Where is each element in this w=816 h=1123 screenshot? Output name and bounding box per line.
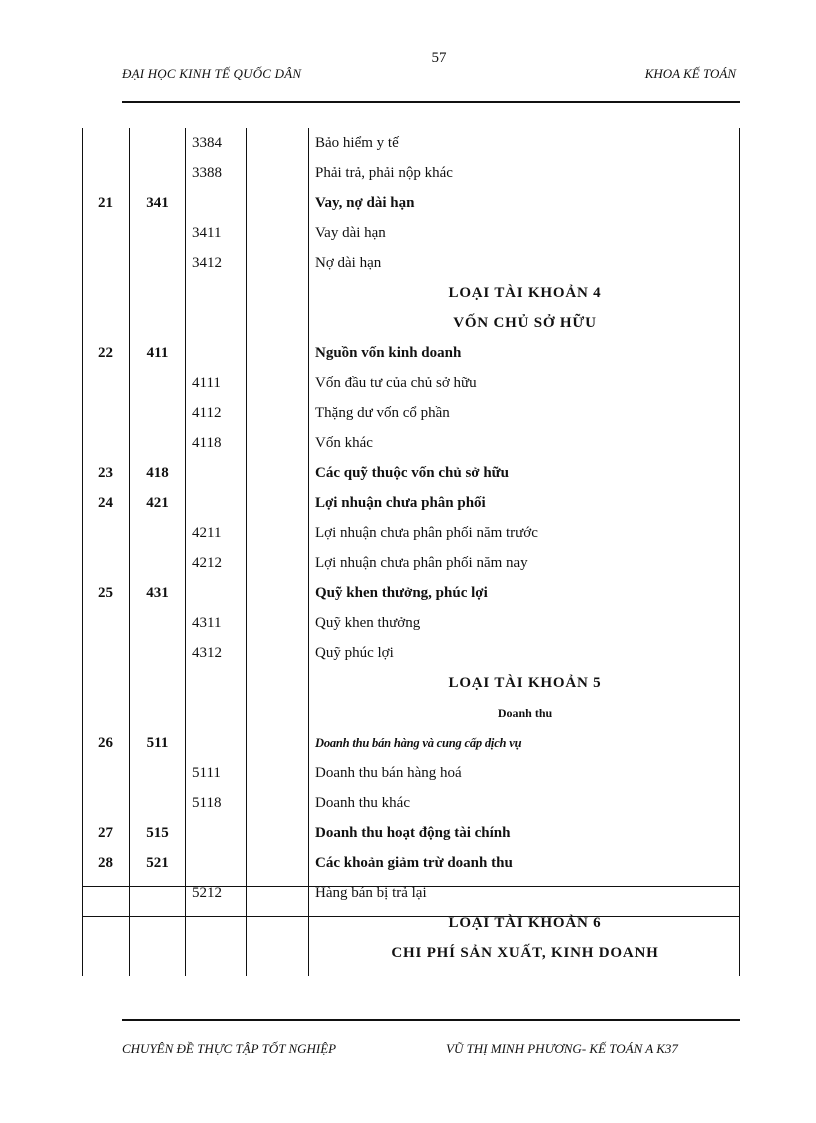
table-row (82, 158, 740, 188)
account-level1-code (130, 608, 185, 638)
account-name: Thặng dư vốn cổ phần (315, 405, 450, 421)
account-number-cell: 26 (98, 735, 113, 751)
table-row (82, 458, 740, 488)
account-level2-code (192, 338, 252, 368)
table-row (82, 638, 740, 668)
account-level2-code: 5118 (192, 795, 222, 811)
account-name: Lợi nhuận chưa phân phối năm trước (315, 525, 538, 541)
account-number-cell (82, 158, 129, 188)
table-row (82, 548, 740, 578)
table-row (82, 818, 740, 848)
account-name: Nợ dài hạn (315, 255, 382, 271)
account-number-cell (82, 668, 129, 698)
header-university: ĐẠI HỌC KINH TẾ QUỐC DÂN (122, 66, 302, 81)
footer-rule (122, 1019, 740, 1021)
account-level1-code (130, 758, 185, 788)
accounts-table (82, 128, 740, 976)
account-number-cell: 25 (98, 585, 113, 601)
account-level2-code (192, 848, 252, 878)
table-row (82, 878, 740, 908)
account-level2-code (192, 488, 252, 518)
table-row (82, 668, 740, 698)
account-name: Các quỹ thuộc vốn chủ sở hữu (315, 465, 510, 481)
account-name: Vay, nợ dài hạn (315, 195, 415, 211)
account-level2-code (192, 578, 252, 608)
table-row (82, 938, 740, 968)
account-level1-code: 341 (146, 195, 169, 211)
account-name: LOẠI TÀI KHOẢN 6 (448, 915, 602, 931)
account-number-cell (82, 908, 129, 938)
page-number: 57 (431, 50, 447, 66)
account-number-cell (82, 878, 129, 908)
account-level1-code: 511 (146, 735, 169, 751)
account-level1-code (130, 278, 185, 308)
account-level2-code: 3412 (192, 255, 222, 271)
account-level2-code: 4311 (192, 615, 222, 631)
table-row (82, 218, 740, 248)
account-level1-code (130, 638, 185, 668)
account-number-cell (82, 548, 129, 578)
account-number-cell (82, 278, 129, 308)
table-row (82, 398, 740, 428)
account-level1-code: 418 (146, 465, 169, 481)
footer-title: CHUYÊN ĐỀ THỰC TẬP TỐT NGHIỆP (122, 1041, 337, 1056)
account-level2-code: 5111 (192, 765, 221, 781)
account-level2-code (192, 908, 252, 938)
header-rule (122, 101, 740, 103)
table-row (82, 368, 740, 398)
account-name: Doanh thu bán hàng và cung cấp dịch vụ (315, 736, 522, 750)
account-number-cell (82, 698, 129, 728)
account-level1-code (130, 938, 185, 968)
table-row (82, 578, 740, 608)
table-row (82, 248, 740, 278)
table-row (82, 518, 740, 548)
account-name: Vốn khác (315, 435, 373, 451)
account-number-cell (82, 758, 129, 788)
account-level2-code: 3411 (192, 225, 222, 241)
table-row (82, 848, 740, 878)
table-row (82, 308, 740, 338)
account-name: Doanh thu khác (315, 795, 410, 811)
account-level1-code (130, 878, 185, 908)
account-number-cell (82, 368, 129, 398)
account-level2-code (192, 458, 252, 488)
account-name: Vay dài hạn (315, 225, 386, 241)
account-number-cell (82, 308, 129, 338)
account-level2-code (192, 818, 252, 848)
account-name: Bảo hiểm y tế (315, 135, 399, 151)
account-name: Lợi nhuận chưa phân phối năm nay (315, 555, 528, 571)
account-level2-code: 5212 (192, 885, 222, 901)
account-level1-code (130, 698, 185, 728)
account-name: Quỹ khen thưởng (315, 615, 421, 631)
account-number-cell (82, 128, 129, 158)
account-number-cell (82, 398, 129, 428)
account-level2-code (192, 278, 252, 308)
table-row (82, 728, 740, 758)
account-level1-code (130, 308, 185, 338)
account-number-cell: 21 (98, 195, 113, 211)
account-level1-code (130, 368, 185, 398)
table-row (82, 278, 740, 308)
account-level1-code: 515 (146, 825, 169, 841)
account-name: CHI PHÍ SẢN XUẤT, KINH DOANH (391, 945, 659, 961)
account-name: Doanh thu bán hàng hoá (315, 765, 462, 781)
account-name: Hàng bán bị trả lại (315, 885, 427, 901)
account-level2-code: 3388 (192, 165, 222, 181)
account-level1-code (130, 788, 185, 818)
table-row (82, 128, 740, 158)
account-name: Lợi nhuận chưa phân phối (315, 495, 486, 511)
account-name: Quỹ khen thưởng, phúc lợi (315, 585, 488, 601)
table-row (82, 788, 740, 818)
account-level2-code (192, 728, 252, 758)
account-level2-code (192, 188, 252, 218)
account-level2-code (192, 668, 252, 698)
account-level1-code: 521 (146, 855, 169, 871)
account-level2-code: 4312 (192, 645, 222, 661)
account-level2-code: 4111 (192, 375, 221, 391)
account-name: Nguồn vốn kinh doanh (315, 345, 462, 361)
account-name: Phải trả, phải nộp khác (315, 165, 453, 181)
table-row (82, 758, 740, 788)
account-level1-code (130, 248, 185, 278)
account-name: LOẠI TÀI KHOẢN 5 (448, 675, 602, 691)
table-row (82, 188, 740, 218)
account-level1-code (130, 128, 185, 158)
account-number-cell (82, 518, 129, 548)
table-row (82, 608, 740, 638)
account-name: Các khoản giảm trừ doanh thu (315, 855, 513, 871)
account-name: Doanh thu (497, 706, 553, 720)
account-number-cell (82, 938, 129, 968)
account-number-cell: 28 (98, 855, 113, 871)
account-level2-code: 4212 (192, 555, 222, 571)
table-row (82, 908, 740, 938)
account-name: Doanh thu hoạt động tài chính (315, 825, 511, 841)
table-row (82, 488, 740, 518)
account-level1-code (130, 158, 185, 188)
account-number-cell: 23 (98, 465, 113, 481)
account-level1-code (130, 668, 185, 698)
table-row (82, 428, 740, 458)
account-level2-code (192, 698, 252, 728)
account-level1-code (130, 398, 185, 428)
account-level1-code: 421 (146, 495, 169, 511)
account-level2-code (192, 938, 252, 968)
account-level2-code: 3384 (192, 135, 222, 151)
account-name: Vốn đầu tư của chủ sở hữu (315, 375, 477, 391)
footer-author: VŨ THỊ MINH PHƯƠNG- KẾ TOÁN A K37 (446, 1041, 678, 1056)
account-number-cell (82, 248, 129, 278)
account-level1-code: 431 (146, 585, 169, 601)
account-level2-code: 4211 (192, 525, 222, 541)
account-level1-code (130, 548, 185, 578)
account-number-cell (82, 428, 129, 458)
account-number-cell (82, 608, 129, 638)
account-level1-code: 411 (146, 345, 169, 361)
account-number-cell (82, 788, 129, 818)
account-level2-code (192, 308, 252, 338)
account-name: VỐN CHỦ SỞ HỮU (453, 315, 597, 331)
account-level1-code (130, 218, 185, 248)
account-number-cell (82, 218, 129, 248)
account-level1-code (130, 908, 185, 938)
table-row (82, 338, 740, 368)
account-number-cell: 24 (98, 495, 113, 511)
account-number-cell (82, 638, 129, 668)
account-number-cell: 27 (98, 825, 113, 841)
table-row (82, 698, 740, 728)
account-number-cell: 22 (98, 345, 113, 361)
account-level1-code (130, 518, 185, 548)
account-level2-code: 4112 (192, 405, 222, 421)
account-level1-code (130, 428, 185, 458)
account-name: LOẠI TÀI KHOẢN 4 (448, 285, 602, 301)
header-faculty: KHOA KẾ TOÁN (644, 66, 736, 81)
account-name: Quỹ phúc lợi (315, 645, 394, 661)
account-level2-code: 4118 (192, 435, 222, 451)
